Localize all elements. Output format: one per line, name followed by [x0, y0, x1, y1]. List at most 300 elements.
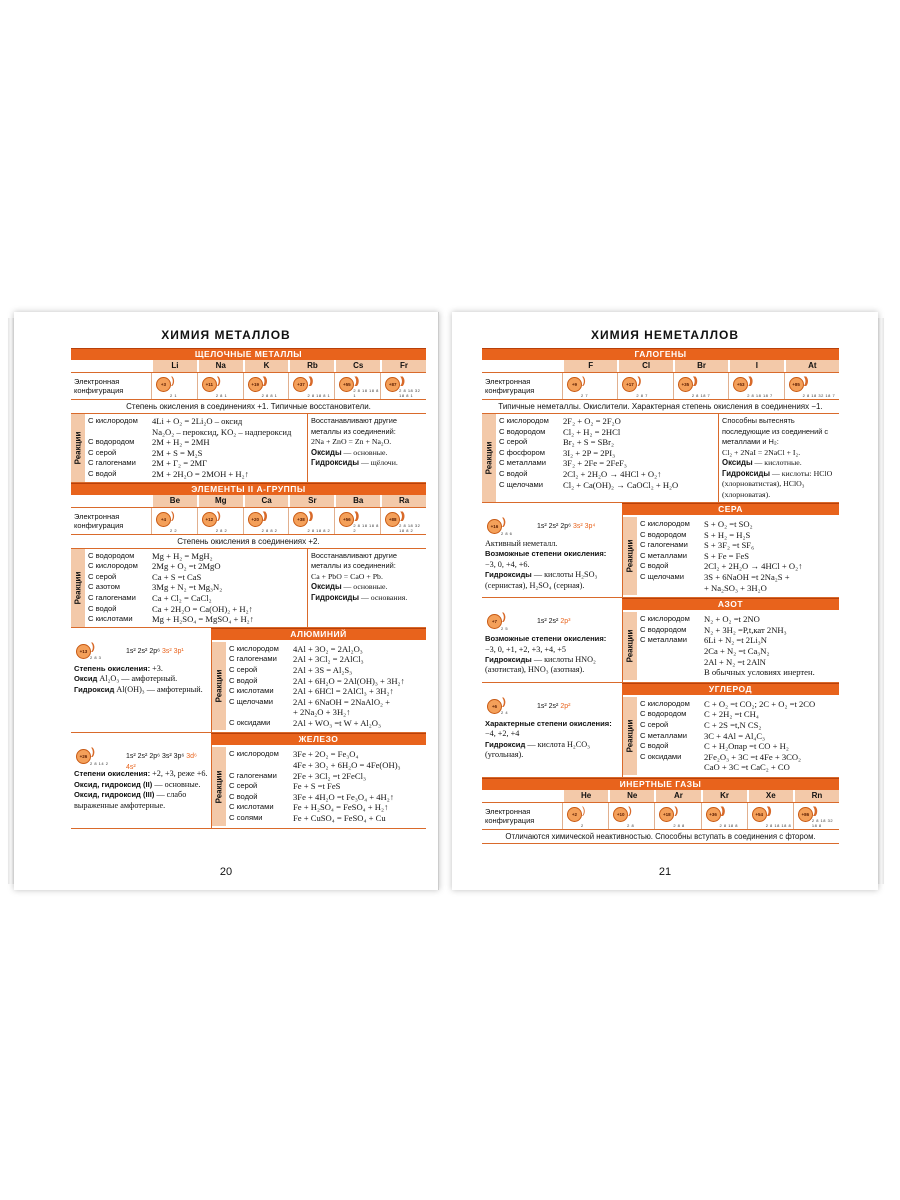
element-symbol: Sr — [288, 495, 334, 507]
reaction-type: С водой — [88, 603, 117, 613]
reactions-tab-label: Реакции — [484, 441, 494, 475]
reaction-type — [637, 657, 704, 668]
reaction-type: С металлами — [499, 458, 546, 468]
shell-electrons: 2 8 18 8 2 — [307, 527, 331, 533]
reaction-row — [226, 665, 426, 676]
element-symbol: Xe — [747, 790, 793, 802]
reaction-type: С кислородом — [88, 561, 138, 571]
reaction-row — [637, 657, 839, 668]
nucleus-charge: +10 — [613, 807, 628, 822]
reaction-type: С водородом — [640, 709, 687, 719]
element-symbol: Na — [197, 360, 243, 372]
info-text: — кислота H₂CO₃ (угольная). — [485, 739, 590, 759]
reaction-type: С оксидами — [640, 751, 682, 761]
info-line — [74, 674, 208, 684]
nucleus-charge: +55 — [339, 377, 354, 392]
shell-electrons: 2 8 8 — [673, 822, 685, 828]
electron-configuration — [537, 617, 570, 627]
note-equation: Cl₂ + 2NaI = 2NaCl + I₂. — [722, 447, 801, 457]
atom-diagram — [485, 697, 619, 719]
reaction-type — [637, 646, 704, 657]
section-band: АЗОТ — [622, 598, 839, 610]
shell-electrons: 2 8 18 32 18 7 — [802, 393, 836, 398]
element-symbol: At — [784, 360, 839, 372]
atom-diagram — [747, 803, 793, 829]
reaction-equation: 2Cl₂ + 2H₂O → 4HCl + O₂↑ — [563, 468, 662, 479]
reaction-type: С металлами — [640, 635, 687, 645]
element-symbols-row — [71, 360, 426, 373]
reaction-equation: 2Fe₂O₃ + 3C =t 4Fe + 3CO₂ — [704, 751, 802, 762]
reaction-row — [637, 646, 839, 657]
reactions-tab-label: Реакции — [73, 431, 83, 465]
spacer — [482, 503, 622, 515]
shell-electrons: 2 8 8 2 — [261, 527, 278, 533]
nucleus-charge: +13 — [76, 644, 91, 659]
reaction-type: С водородом — [640, 529, 687, 539]
element-info — [482, 515, 622, 597]
reaction-row — [85, 582, 307, 593]
reaction-row — [496, 427, 718, 438]
shell-electrons: 2 5 — [501, 625, 509, 631]
element-symbols-row — [71, 495, 426, 508]
nucleus-charge: +20 — [248, 512, 263, 527]
nucleus-charge: +88 — [385, 512, 400, 527]
oxides-line — [722, 458, 836, 469]
reactions-tab — [623, 697, 637, 775]
reactions-tab-label: Реакции — [73, 571, 83, 605]
reaction-equation: 4Al + 3O₂ = 2Al₂O₃ — [293, 643, 363, 654]
page-title: ХИМИЯ МЕТАЛЛОВ — [161, 328, 291, 342]
element-symbol: Ra — [380, 495, 426, 507]
info-line — [485, 570, 619, 591]
electron-shells-icon: ))) — [637, 376, 639, 387]
nucleus-charge: +4 — [156, 512, 171, 527]
shell-electrons: 2 8 18 8 — [719, 822, 738, 828]
reactions-tab — [212, 642, 226, 731]
reactions-tab-label: Реакции — [625, 629, 635, 663]
electron-shells-icon: )) — [171, 376, 172, 387]
electron-config-row — [482, 803, 839, 830]
info-line — [74, 790, 208, 811]
oxides-label: Оксиды — [311, 447, 342, 457]
nucleus-charge: +2 — [567, 807, 582, 822]
config-label: Электронная конфигурация — [74, 511, 124, 530]
reaction-equation: Ca + S =t CaS — [152, 571, 202, 582]
reaction-equation: Fe + S =t FeS — [293, 781, 341, 792]
section-band: ГАЛОГЕНЫ — [482, 348, 839, 360]
electron-shells-icon: )))))) — [766, 805, 769, 817]
note-equation: 2Na + ZnO = Zn + Na₂O. — [311, 437, 392, 446]
reaction-equation: 3C + 4Al = Al₄C₃ — [704, 730, 766, 741]
nucleus-charge: +85 — [789, 377, 804, 392]
config-valence: 3s² 3p⁴ — [572, 523, 596, 530]
hydroxides-line — [311, 593, 423, 604]
info-line — [485, 549, 619, 559]
shell-electrons: 2 8 7 — [636, 393, 648, 398]
reaction-equation: Fe + CuSO₄ = FeSO₄ + Cu — [293, 813, 386, 824]
reaction-equation: S + Fe = FeS — [704, 550, 750, 561]
right-page-edge — [878, 318, 884, 884]
electron-shells-icon: )) — [171, 510, 172, 522]
reaction-equation: 3S + 6NaOH =t 2Na₂S + — [704, 571, 790, 582]
reaction-row — [496, 469, 718, 480]
info-label: Гидроксид — [485, 739, 526, 749]
reaction-row — [496, 458, 718, 469]
info-label: Характерные степени окисления: — [485, 718, 612, 728]
reaction-equation: Fe + H₂SO₄ = FeSO₄ + H₂↑ — [293, 802, 389, 813]
info-label: Гидроксид — [74, 684, 115, 694]
right-content — [482, 348, 839, 844]
shell-electrons: 2 1 — [170, 393, 178, 398]
atom-diagram — [197, 508, 243, 534]
reaction-type: С солями — [229, 813, 263, 823]
reactions-tab — [71, 549, 85, 627]
reaction-equation: Na₂O₂ – пероксид, KO₂ – надпероксид — [152, 426, 292, 437]
reaction-type: С кислородом — [499, 416, 549, 425]
reaction-row — [637, 709, 839, 720]
atom-diagram — [334, 373, 380, 399]
nucleus-charge: +11 — [202, 377, 217, 392]
reactions-block — [482, 414, 839, 503]
info-label: Оксид — [74, 674, 98, 684]
info-label: Оксид, гидроксид (III) — [74, 790, 155, 800]
element-symbol: Cs — [334, 360, 380, 372]
section-header — [482, 598, 839, 610]
note-heading: Восстанавливают другие металлы из соединений: — [311, 550, 397, 571]
reaction-row — [637, 762, 839, 773]
reaction-equation: 3F₂ + 2Fe = 2FeF₃ — [563, 458, 627, 469]
info-text: — основные. — [152, 779, 201, 789]
reaction-row — [226, 654, 426, 665]
nucleus-charge: +38 — [293, 512, 308, 527]
config-text: 1s² 2s² 2p⁶ — [537, 523, 573, 530]
hydroxides-text: — кислоты: HClO (хлорноватистая), HClO₃ (хлорноватая). — [722, 468, 833, 499]
reaction-row — [637, 519, 839, 530]
reaction-equation: 2Cl₂ + 2H₂O → 4HCl + O₂↑ — [704, 561, 803, 572]
nucleus-charge: +16 — [487, 519, 502, 534]
config-text: 1s² 2s² 2p⁶ — [126, 647, 162, 655]
reactions-tab-label: Реакции — [214, 669, 224, 703]
element-symbol: K — [243, 360, 289, 372]
reactions-list — [226, 642, 426, 731]
info-line — [485, 634, 619, 644]
reactions-block — [622, 610, 839, 682]
reaction-type: С галогенами — [640, 540, 688, 550]
section-header — [482, 503, 839, 515]
reaction-row — [226, 771, 426, 782]
reaction-row — [226, 697, 426, 708]
nucleus-charge: +3 — [156, 377, 171, 392]
info-label: Гидроксиды — [485, 654, 532, 664]
atom-diagram — [562, 803, 608, 829]
electron-shells-icon: ))) — [502, 517, 503, 528]
shell-electrons: 2 8 6 — [501, 530, 513, 536]
reactions-block — [211, 640, 426, 733]
reaction-type — [637, 667, 704, 678]
reaction-equation: 2Ca + N₂ =t Ca₃N₂ — [704, 645, 770, 656]
element-section — [482, 515, 839, 598]
reaction-row — [637, 731, 839, 742]
reaction-type: С водородом — [88, 437, 135, 447]
reaction-type: С серой — [499, 437, 528, 447]
nucleus-charge: +26 — [76, 749, 91, 764]
reaction-type: С галогенами — [88, 458, 136, 468]
info-label: Оксид, гидроксид (II) — [74, 779, 153, 789]
reaction-row — [85, 593, 307, 604]
element-symbol: Mg — [197, 495, 243, 507]
config-text: 1s² 2s² — [537, 618, 561, 626]
reaction-equation: 3Fe + 4H₂O =t Fe₃O₄ + 4H₂↑ — [293, 791, 395, 802]
reaction-equation: 4Fe + 3O₂ + 6H₂O = 4Fe(OH)₃ — [293, 760, 401, 771]
electron-shells-icon: )) — [628, 805, 629, 817]
reaction-type: С водой — [640, 741, 669, 751]
config-valence: 2p² — [560, 702, 571, 710]
reaction-row — [85, 427, 307, 438]
reaction-row — [637, 625, 839, 636]
hydroxides-text: — щёлочи. — [359, 458, 398, 467]
reaction-row — [226, 792, 426, 803]
oxides-label: Оксиды — [311, 582, 342, 592]
info-line — [74, 664, 208, 674]
atom-diagram — [334, 508, 380, 534]
section-band: СЕРА — [622, 503, 839, 515]
reaction-type: С серой — [88, 447, 117, 457]
element-info — [482, 695, 622, 777]
reaction-row — [637, 667, 839, 678]
reactions-list — [496, 414, 718, 502]
info-line — [74, 780, 208, 790]
reactions-block — [622, 515, 839, 597]
shell-electrons: 2 2 — [170, 527, 178, 533]
reaction-type: С щелочами — [640, 571, 684, 581]
atom-diagram — [608, 803, 654, 829]
shell-electrons: 2 8 — [627, 822, 635, 828]
reaction-row — [637, 551, 839, 562]
reaction-equation: В обычных условиях инертен. — [704, 667, 815, 678]
reactions-list — [226, 747, 426, 825]
reaction-type: С водородом — [88, 550, 135, 560]
info-text: −4, +2, +4 — [485, 729, 520, 739]
oxides-line — [311, 448, 423, 459]
electron-shells-icon: )))))) — [692, 376, 695, 387]
reaction-equation: CaO + 3C =t CaC₂ + CO — [704, 762, 790, 773]
atom-diagram — [74, 642, 208, 664]
info-text: −3, 0, +1, +2, +3, +4, +5 — [485, 644, 566, 654]
spacer — [71, 628, 211, 640]
atom-diagram — [485, 612, 619, 634]
reaction-equation: 2F₂ + O₂ = 2F₂O — [563, 416, 621, 426]
properties-note — [718, 414, 839, 502]
electron-shells-icon: )))))) — [400, 376, 403, 387]
electron-shells-icon: )) — [582, 376, 583, 387]
reaction-row — [226, 813, 426, 824]
oxidation-note: Степень окисления в соединениях +1. Типичные восстановители. — [71, 400, 426, 414]
reactions-tab — [623, 612, 637, 680]
page-number: 20 — [219, 866, 233, 878]
reaction-row — [85, 572, 307, 583]
electron-shells-icon: )))))) — [308, 376, 311, 387]
element-symbol: Rn — [793, 790, 839, 802]
reaction-row — [226, 749, 426, 760]
info-line — [485, 719, 619, 729]
reaction-type: С серой — [640, 719, 669, 729]
reaction-equation: 2Al + 6HCl = 2AlCl₃ + 3H₂↑ — [293, 686, 394, 697]
info-label: Гидроксиды — [485, 570, 532, 580]
electron-shells-icon: ))) — [502, 696, 503, 708]
reactions-tab — [212, 747, 226, 825]
section-header — [71, 733, 426, 745]
reaction-type: С кислотами — [88, 614, 133, 624]
electron-configuration — [537, 702, 570, 712]
element-symbols-row — [482, 360, 839, 373]
reaction-equation: 3Mg + N₂ =t Mg₃N₂ — [152, 582, 223, 593]
shell-electrons: 2 8 18 8 1 — [307, 393, 331, 398]
reaction-equation: + 2Na₂O + 3H₂↑ — [293, 707, 351, 718]
reaction-type — [637, 583, 704, 594]
hydroxides-line — [311, 458, 423, 469]
element-symbol: Ca — [243, 495, 289, 507]
electron-shells-icon: ))) — [502, 612, 503, 624]
reaction-type: С щелочами — [499, 479, 543, 489]
info-line — [485, 740, 619, 761]
nucleus-charge: +36 — [706, 807, 721, 822]
shell-electrons: 2 8 8 1 — [261, 393, 278, 398]
reactions-tab — [482, 414, 496, 502]
oxides-label: Оксиды — [722, 458, 753, 467]
reaction-equation: 2Mg + O₂ =t 2MgO — [152, 561, 221, 572]
spacer — [71, 733, 211, 745]
info-line — [485, 729, 619, 739]
section-header — [71, 628, 426, 640]
reaction-type: С галогенами — [229, 770, 277, 780]
reaction-row — [226, 718, 426, 729]
info-line — [485, 539, 619, 549]
info-line — [485, 560, 619, 570]
electron-shells-icon: )))))) — [812, 805, 815, 817]
reaction-equation: S + H₂ = H₂S — [704, 529, 751, 540]
atom-diagram — [243, 508, 289, 534]
atom-diagram — [197, 373, 243, 399]
reaction-equation: N₂ + 3H₂ =P,t,кат 2NH₃ — [704, 624, 787, 635]
reaction-row — [637, 720, 839, 731]
electron-shells-icon: )))))) — [262, 376, 265, 387]
element-symbol: He — [562, 790, 608, 802]
config-text: 1s² 2s² 2p⁶ 3s² 3p⁶ — [126, 753, 187, 761]
reaction-row — [226, 644, 426, 655]
info-line — [485, 655, 619, 676]
reaction-equation: C + 2S =t,N CS₂ — [704, 719, 762, 730]
element-symbol: Fr — [380, 360, 426, 372]
reaction-type: С водой — [88, 468, 117, 478]
element-section — [71, 745, 426, 828]
spacer — [482, 360, 562, 372]
reaction-type: С кислородом — [640, 519, 690, 528]
spacer — [482, 790, 562, 802]
atom-diagram — [151, 373, 197, 399]
shell-electrons: 2 8 18 18 8 1 — [353, 388, 379, 398]
reaction-equation: C + 2H₂ =t CH₄ — [704, 709, 759, 720]
electron-shells-icon: )))))) — [720, 805, 723, 817]
spacer — [71, 495, 151, 507]
reaction-equation: N₂ + O₂ =t 2NO — [704, 614, 760, 625]
element-symbol: I — [728, 360, 783, 372]
oxides-line — [311, 582, 423, 593]
reactions-block — [71, 414, 426, 483]
reactions-list — [637, 612, 839, 680]
reactions-list — [637, 697, 839, 775]
reactions-block — [622, 695, 839, 777]
shell-electrons: 2 4 — [501, 710, 509, 716]
reaction-row — [226, 760, 426, 771]
element-symbol: Be — [151, 495, 197, 507]
reaction-equation: C + O₂ =t CO₂; 2C + O₂ =t 2CO — [704, 698, 816, 709]
electron-shells-icon: )))))) — [354, 510, 357, 522]
shell-electrons: 2 8 18 7 — [691, 393, 711, 398]
element-symbols-row — [482, 790, 839, 803]
element-section — [71, 640, 426, 734]
note-heading: Восстанавливают другие металлы из соединений: — [311, 416, 397, 436]
oxides-text: — основные. — [341, 447, 388, 457]
nucleus-charge: +19 — [248, 377, 263, 392]
reaction-type: С фосфором — [499, 447, 546, 457]
reaction-row — [496, 480, 718, 491]
info-label: Возможные степени окисления: — [485, 549, 607, 559]
nucleus-charge: +12 — [202, 512, 217, 527]
reaction-equation: 2M + H₂ = 2MH — [152, 437, 210, 448]
hydroxides-label: Гидроксиды — [311, 458, 360, 467]
reaction-equation: Cl₂ + Ca(OH)₂ → CaOCl₂ + H₂O — [563, 479, 679, 490]
reaction-equation: C + H₂Oпар =t CO + H₂ — [704, 741, 789, 752]
shell-electrons: 2 8 18 18 7 — [747, 393, 773, 398]
reactions-tab-label: Реакции — [625, 719, 635, 753]
electron-configuration — [537, 522, 595, 532]
oxidation-note: Типичные неметаллы. Окислители. Характерная степень окисления в соединениях −1. — [482, 400, 839, 414]
reaction-type: С металлами — [640, 550, 687, 560]
reaction-row — [85, 551, 307, 562]
info-text: +3. — [150, 663, 163, 673]
reaction-row — [637, 635, 839, 646]
element-symbol: Kr — [701, 790, 747, 802]
info-label: Степени окисления: — [74, 769, 151, 779]
reaction-row — [637, 583, 839, 594]
reaction-type: С щелочами — [229, 696, 273, 706]
reaction-row — [226, 781, 426, 792]
reaction-type — [226, 760, 293, 771]
reaction-equation: 3I₂ + 2P = 2PI₃ — [563, 447, 616, 458]
electron-config-row — [71, 373, 426, 400]
electron-shells-icon: ))) — [216, 510, 218, 522]
info-text: Al(OH)₃ — амфотерный. — [114, 684, 203, 694]
reaction-equation: 2M + 2H₂O = 2MOH + H₂↑ — [152, 468, 249, 479]
info-text: +2, +3, реже +6. — [150, 769, 208, 779]
nucleus-charge: +56 — [339, 512, 354, 527]
atom-diagram — [562, 373, 617, 399]
atom-diagram — [243, 373, 289, 399]
reaction-row — [85, 604, 307, 615]
hydroxides-label: Гидроксиды — [722, 468, 771, 478]
reactions-list — [85, 549, 307, 627]
reaction-equation: Ca + Cl₂ = CaCl₂ — [152, 592, 212, 603]
reaction-type: С кислородом — [640, 698, 690, 708]
info-text: Активный неметалл. — [485, 539, 558, 548]
reaction-type: С серой — [229, 664, 258, 674]
spacer — [482, 683, 622, 695]
info-label: Степень окисления: — [74, 663, 151, 673]
reactions-tab — [623, 517, 637, 595]
reaction-type: С металлами — [640, 730, 687, 740]
reaction-equation: 2Fe + 3Cl₂ =t 2FeCl₃ — [293, 770, 366, 781]
reaction-equation: Br₂ + S = SBr₂ — [563, 437, 615, 448]
